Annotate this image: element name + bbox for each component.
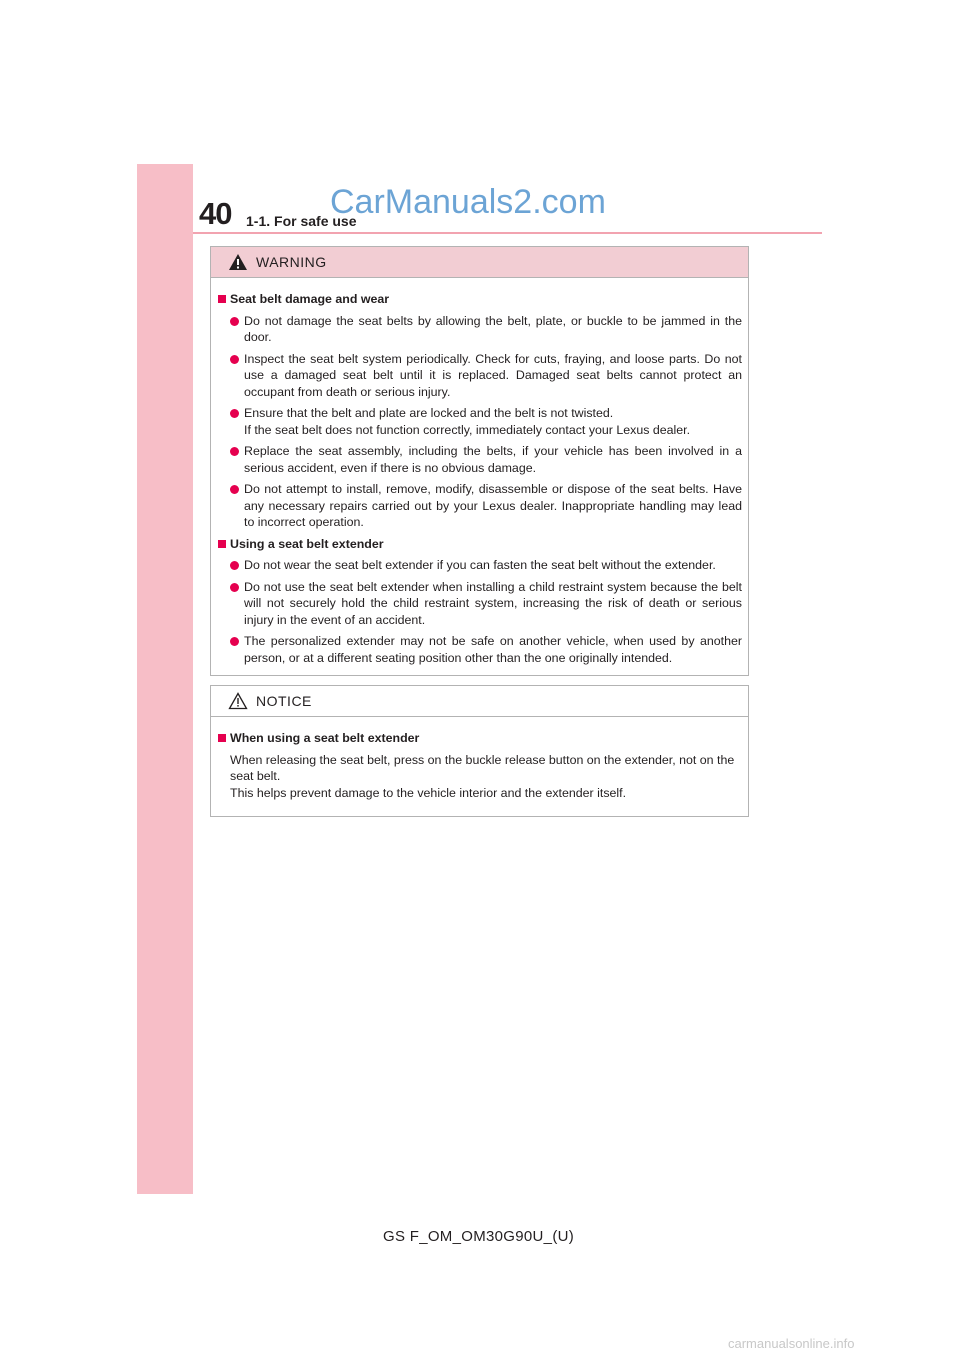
notice-heading-text: When using a seat belt extender <box>230 731 420 745</box>
dot-bullet-icon <box>230 409 239 418</box>
list-item <box>230 351 742 401</box>
document-code: GS F_OM_OM30G90U_(U) <box>383 1228 575 1245</box>
notice-paragraph: When releasing the seat belt, press on the buckle release button on the extender, not on the seat belt. <box>230 752 735 783</box>
list-item <box>230 313 742 346</box>
list-item-text: Do not damage the seat belts by allowing the belt, plate, or buckle to be jammed in the door. <box>244 313 742 344</box>
warning-box <box>210 246 749 676</box>
notice-title: NOTICE <box>256 693 312 709</box>
dot-bullet-icon <box>230 317 239 326</box>
notice-body <box>211 717 748 801</box>
notice-paragraph: This helps prevent damage to the vehicle interior and the extender itself. <box>230 785 627 800</box>
list-item-text: The personalized extender may not be safe on another vehicle, when used by another person, or at a different seating position other than the one originally intended. <box>244 634 742 665</box>
list-item-text: Ensure that the belt and plate are locked and the belt is not twisted. If the seat belt does not function correctly, immediately contact your Lexus dealer. <box>244 406 691 437</box>
dot-bullet-icon <box>230 447 239 456</box>
dot-bullet-icon <box>230 561 239 570</box>
notice-header <box>211 686 748 717</box>
page-number: 40 <box>199 196 232 231</box>
section-heading <box>218 291 742 308</box>
warning-body <box>211 278 748 666</box>
list-item-text: Replace the seat assembly, including the belts, if your vehicle has been involved in a serious accident, even if there is no obvious damage. <box>244 444 742 475</box>
watermark-bottom: carmanualsonline.info <box>728 1336 855 1351</box>
section-heading <box>218 536 742 553</box>
warning-header <box>211 247 748 278</box>
list-item <box>230 557 742 574</box>
list-item-text: Do not use the seat belt extender when installing a child restraint system because the belt will not securely hold the child restraint system, increasing the risk of death or serious injury in the event of an accident. <box>244 579 742 627</box>
list-item <box>230 405 742 438</box>
warning-title: WARNING <box>256 254 327 270</box>
section-heading-text: Using a seat belt extender <box>230 536 384 551</box>
notice-heading <box>218 730 742 747</box>
notice-box <box>210 685 749 817</box>
list-item <box>230 481 742 531</box>
dot-bullet-icon <box>230 485 239 494</box>
list-item <box>230 443 742 476</box>
square-bullet-icon <box>218 540 226 548</box>
list-item <box>230 633 742 666</box>
dot-bullet-icon <box>230 637 239 646</box>
dot-bullet-icon <box>230 583 239 592</box>
section-title: 1-1. For safe use <box>246 213 357 229</box>
list-item-text: Do not wear the seat belt extender if you can fasten the seat belt without the extender. <box>244 558 716 572</box>
list-item-text: Do not attempt to install, remove, modify, disassemble or dispose of the seat belts. Have any necessary repairs carried out by your Lexus dealer. Inappropriate handling may lead to incorrect operation. <box>244 482 742 529</box>
square-bullet-icon <box>218 734 226 742</box>
section-heading-text: Seat belt damage and wear <box>230 292 390 306</box>
dot-bullet-icon <box>230 355 239 364</box>
list-item-text: Inspect the seat belt system periodically. Check for cuts, fraying, and loose parts. Do not use a damaged seat belt until it is replaced. Damaged seat belts cannot protect an occupant from death or serious injury. <box>244 351 742 399</box>
watermark-top: CarManuals2.com <box>330 183 606 221</box>
list-item <box>230 579 742 629</box>
warning-triangle-icon <box>228 253 248 271</box>
caution-triangle-icon <box>228 692 248 710</box>
square-bullet-icon <box>218 295 226 303</box>
chapter-sidebar-tab <box>137 164 193 1194</box>
header-divider <box>193 232 822 234</box>
